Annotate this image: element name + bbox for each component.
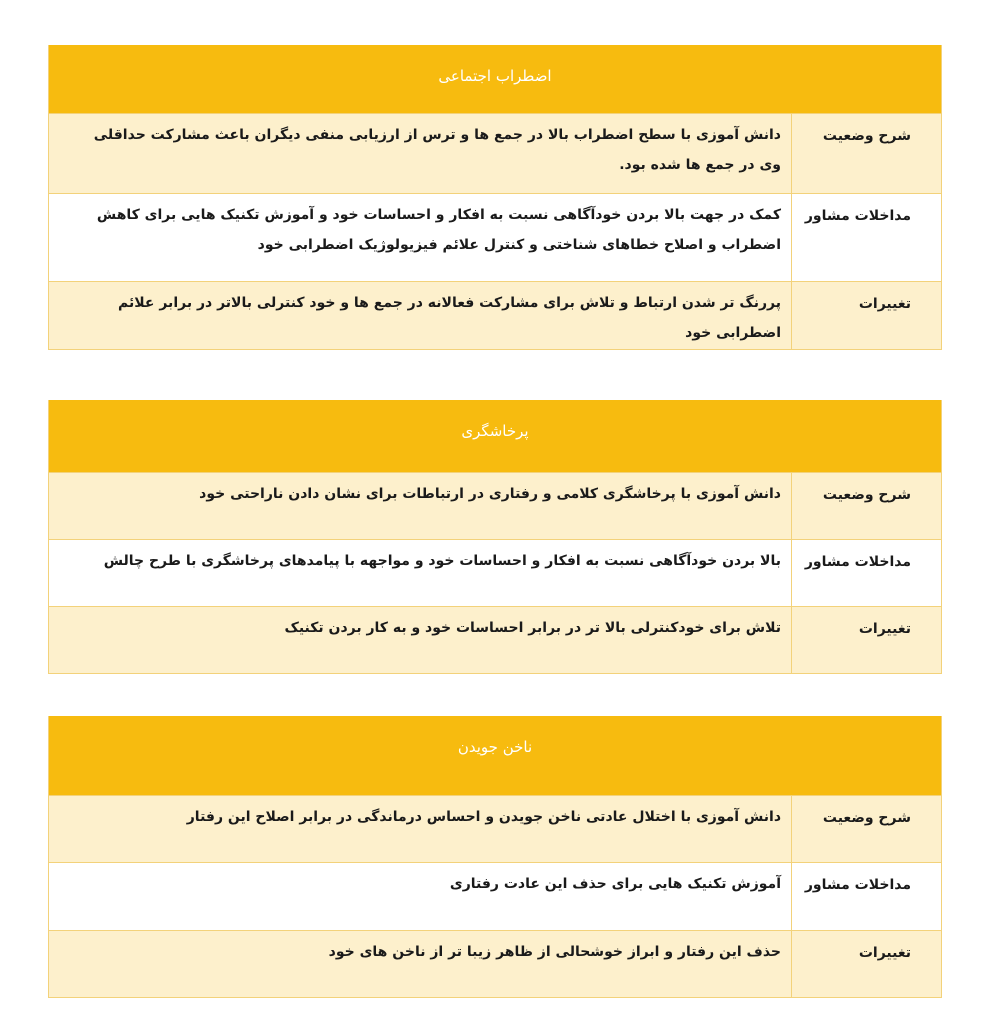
table-row — [49, 539, 941, 606]
row-text: آموزش تکنیک هایی برای حذف این عادت رفتاری — [449, 876, 781, 892]
row-label: شرح وضعیت — [791, 114, 941, 193]
row-text: دانش آموزی با سطح اضطراب بالا در جمع ها و ترس از ارزیابی منفی دیگران باعث مشارکت حداقلی وی در جمع ها شده بود. — [93, 127, 781, 173]
row-text: پررنگ تر شدن ارتباط و تلاش برای مشارکت فعالانه در جمع ها و خود کنترلی بالاتر در برابر علائم اضطرابی خود — [118, 295, 781, 341]
table-title: پرخاشگری — [49, 400, 941, 472]
table-title: اضطراب اجتماعی — [49, 45, 941, 113]
table-title: ناخن جویدن — [49, 716, 941, 795]
row-text: حذف این رفتار و ابراز خوشحالی از ظاهر زیبا تر از ناخن های خود — [328, 944, 781, 960]
table-nail-biting — [48, 716, 942, 998]
table-row — [49, 281, 941, 349]
row-label: مداخلات مشاور — [791, 540, 941, 606]
table-row — [49, 606, 941, 673]
table-row — [49, 930, 941, 997]
row-label: تغییرات — [791, 931, 941, 997]
row-text: دانش آموزی با اختلال عادتی ناخن جویدن و احساس درماندگی در برابر اصلاح این رفتار — [186, 809, 781, 825]
table-row — [49, 795, 941, 862]
row-label: شرح وضعیت — [791, 796, 941, 862]
table-row — [49, 472, 941, 539]
row-label: مداخلات مشاور — [791, 863, 941, 930]
row-text: تلاش برای خودکنترلی بالا تر در برابر احساسات خود و به کار بردن تکنیک — [284, 620, 781, 636]
table-row — [49, 113, 941, 193]
row-text: کمک در جهت بالا بردن خودآگاهی نسبت به افکار و احساسات خود و آموزش تکنیک هایی برای کاهش اضطراب و اصلاح خطاهای شناختی و کنترل علائم فیزیولوژیک اضطرابی خود — [96, 207, 781, 253]
row-label: تغییرات — [791, 607, 941, 673]
row-label: شرح وضعیت — [791, 473, 941, 539]
table-row — [49, 193, 941, 281]
table-aggression — [48, 400, 942, 674]
table-row — [49, 862, 941, 930]
row-text: بالا بردن خودآگاهی نسبت به افکار و احساسات خود و مواجهه با پیامدهای پرخاشگری با طرح چالش — [103, 553, 781, 569]
row-label: مداخلات مشاور — [791, 194, 941, 281]
row-text: دانش آموزی با پرخاشگری کلامی و رفتاری در ارتباطات برای نشان دادن ناراحتی خود — [199, 486, 781, 502]
row-label: تغییرات — [791, 282, 941, 349]
table-social-anxiety — [48, 45, 942, 350]
